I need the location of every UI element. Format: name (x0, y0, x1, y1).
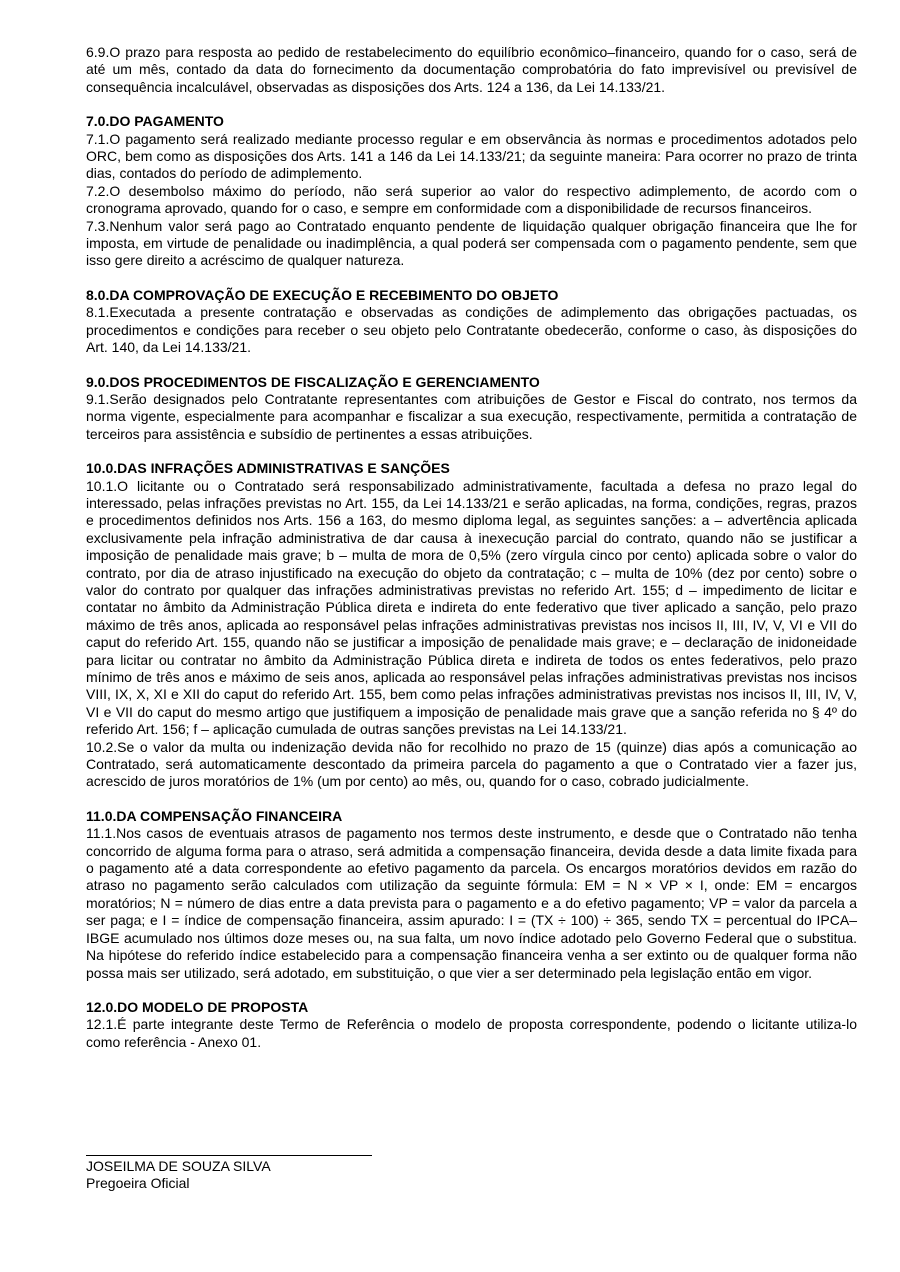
section-title-7: 7.0.DO PAGAMENTO (86, 113, 224, 130)
section-7-payment (86, 113, 857, 270)
section-title-11: 11.0.DA COMPENSAÇÃO FINANCEIRA (86, 807, 343, 824)
section-8-verification (86, 287, 857, 357)
section-title-12: 12.0.DO MODELO DE PROPOSTA (86, 998, 309, 1015)
section-9-inspection (86, 374, 857, 444)
section-title-8: 8.0.DA COMPROVAÇÃO DE EXECUÇÃO E RECEBIMENTO DO OBJETO (86, 286, 559, 303)
paragraph-8-1: 8.1.Executada a presente contratação e observadas as condições de adimplemento das obrigações pactuadas, os procedimentos e condições para receber o seu objeto pelo Contratante obedecerão, conforme o caso, às disposições do Art. 140, da Lei 14.133/21. (86, 304, 857, 356)
section-title-9: 9.0.DOS PROCEDIMENTOS DE FISCALIZAÇÃO E GERENCIAMENTO (86, 373, 540, 390)
signatory-role: Pregoeira Oficial (86, 1175, 190, 1192)
signature-line (86, 1155, 372, 1156)
section-12-proposal-model (86, 999, 857, 1051)
paragraph-10-2: 10.2.Se o valor da multa ou indenização devida não for recolhido no prazo de 15 (quinze) dias após a comunicação ao Contratado, será automaticamente descontado da primeira parcela do pagamento a que o Contratado vier a fazer jus, acrescido de juros moratórios de 1% (um por cento) ao mês, ou, quando for o caso, cobrado judicialmente. (86, 738, 857, 790)
section-11-compensation (86, 808, 857, 982)
signatory-name: JOSEILMA DE SOUZA SILVA (86, 1158, 271, 1174)
paragraph-10-1: 10.1.O licitante ou o Contratado será responsabilizado administrativamente, facultada a defesa no prazo legal do interessado, pelas infrações previstas no Art. 155, da Lei 14.133/21 e serão aplicadas, na forma, condições, regras, prazos e procedimentos definidos nos Arts. 156 a 163, do mesmo diploma legal, as seguintes sanções: a – advertência aplicada exclusivamente pela infração administrativa de dar causa à inexecução parcial do contrato, quando não se justificar a imposição de penalidade mais grave; b – multa de mora de 0,5% (zero vírgula cinco por cento) aplicada sobre o valor do contrato, por dia de atraso injustificado na execução do objeto da contratação; c – multa de 10% (dez por cento) sobre o valor do contrato por qualquer das infrações administrativas previstas no referido Art. 155; d – impedimento de licitar e contatar no âmbito da Administração Pública direta e indireta do ente federativo que tiver aplicado a sanção, pelo prazo máximo de três anos, aplicada ao responsável pelas infrações administrativas previstas nos incisos II, III, IV, V, VI e VII do caput do referido Art. 155, quando não se justificar a imposição de penalidade mais grave; e – declaração de inidoneidade para licitar ou contratar no âmbito da Administração Pública direta e indireta de todos os entes federativos, pelo prazo mínimo de três anos e máximo de seis anos, aplicada ao responsável pelas infrações administrativas previstas nos incisos VIII, IX, X, XI e XII do caput do referido Art. 155, bem como pelas infrações administrativas previstas nos incisos II, III, IV, V, VI e VII do caput do mesmo artigo que justifiquem a imposição de penalidade mais grave que a sanção referida no § 4º do referido Art. 156; f – aplicação cumulada de outras sanções previstas na Lei 14.133/21. (86, 477, 857, 738)
paragraph-6-9: 6.9.O prazo para resposta ao pedido de restabelecimento do equilíbrio econômico–financeiro, quando for o caso, será de até um mês, contado da data do fornecimento da documentação comprobatória do fato imprevisível ou previsível de consequência incalculável, observadas as disposições dos Arts. 124 a 136, da Lei 14.133/21. (86, 44, 857, 95)
paragraph-7-3: 7.3.Nenhum valor será pago ao Contratado enquanto pendente de liquidação qualquer obrigação financeira que lhe for imposta, em virtude de penalidade ou inadimplência, a qual poderá ser compensada com o pagamento pendente, sem que isso gere direito a acréscimo de qualquer natureza. (86, 217, 857, 269)
section-title-10: 10.0.DAS INFRAÇÕES ADMINISTRATIVAS E SANÇÕES (86, 460, 450, 477)
paragraph-7-2: 7.2.O desembolso máximo do período, não será superior ao valor do respectivo adimplemento, de acordo com o cronograma aprovado, quando for o caso, e sempre em conformidade com a disponibilidade de recursos financeiros. (86, 182, 857, 217)
paragraph-11-1: 11.1.Nos casos de eventuais atrasos de pagamento nos termos deste instrumento, e desde que o Contratado não tenha concorrido de alguma forma para o atraso, será admitida a compensação financeira, devida desde a data limite fixada para o pagamento até a data correspondente ao efetivo pagamento da parcela. Os encargos moratórios devidos em razão do atraso no pagamento serão calculados com utilização da seguinte fórmula: EM = N × VP × I, onde: EM = encargos moratórios; N = número de dias entre a data prevista para o pagamento e a do efetivo pagamento; VP = valor da parcela a ser paga; e I = índice de compensação financeira, assim apurado: I = (TX ÷ 100) ÷ 365, sendo TX = percentual do IPCA–IBGE acumulado nos últimos doze meses ou, na sua falta, um novo índice adotado pelo Governo Federal que o substitua. Na hipótese do referido índice estabelecido para a compensação financeira venha a ser extinto ou de qualquer forma não possa mais ser utilizado, será adotado, em substituição, o que vier a ser determinado pela legislação então em vigor. (86, 825, 857, 981)
paragraph-9-1: 9.1.Serão designados pelo Contratante representantes com atribuições de Gestor e Fiscal do contrato, nos termos da norma vigente, especialmente para acompanhar e fiscalizar a sua execução, respectivamente, permitida a contratação de terceiros para assistência e subsídio de pertinentes a essas atribuições. (86, 390, 857, 442)
section-10-infractions (86, 460, 857, 791)
paragraph-7-1: 7.1.O pagamento será realizado mediante processo regular e em observância às normas e procedimentos adotados pelo ORC, bem como as disposições dos Arts. 141 a 146 da Lei 14.133/21; da seguinte maneira: Para ocorrer no prazo de trinta dias, contados do período de adimplemento. (86, 130, 857, 182)
signature-block (86, 1155, 386, 1193)
paragraph-12-1: 12.1.É parte integrante deste Termo de Referência o modelo de proposta correspondente, podendo o licitante utiliza-lo como referência - Anexo 01. (86, 1016, 857, 1050)
section-6-continuation (86, 44, 857, 96)
